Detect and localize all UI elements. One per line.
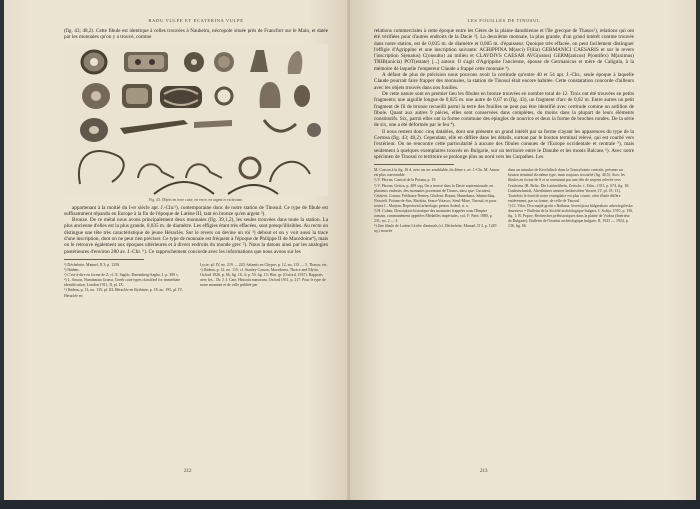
footnote: dans un tumulus de Kerchiltsch dans la Transylvanie centrale, présente un bouton terminal du même type, mais toujours recourbé (fig. 48,5). Avec les fibules en forme de S et se terminant par une tête de serpent relevée vers l'extérieur (R. Beltz, Die Latènefibeln, Zeitschr. f. Ethn., 1911, p. 674, fig. 10; Lindenschmidt, Alterthümer unserer heidnischen Vorzeit, IV, pl. 18, 13), Toutefois le fond de notre exemplaire est plus courte, cette fibule diffère entièrement, par sa forme, de celle de Tinosul. [508,168,630,203]
footnote: ¹) V. Pârvan, Castrul de la Poiana, p. 19. [374,178,437,183]
footnote: ⁵) Cf. Vilor, Dva majdi grobs s Balkana, Izvestija na bălgarskoto arheologičesko druzestvo = Bulletin de la Société archéologique bulgare, I, Sofija, 1910, p. 156, fig. 1; B. Popov, Recherches préhistoriques dans la plaine de Vrabsa (Intérieur de Bulgarie). Bulletin de l'Institut archéologique bulgare, II, 1923 — 1924, p. 136, fig. 66. [508,203,634,229]
right-footnotes-col-a [374,168,500,234]
footnote-rule [374,164,454,165]
footnote: ³) C'est-à-dire en forme de Z; cf. E. Saglio, Daremberg-Saglio, I, p. 309 s. [64,273,179,278]
right-running-header: LES FOUILLES DE TINOSUL [467,18,541,23]
right-page [350,0,696,500]
figure-43 [64,44,328,196]
footnote: ⁵) Ibidem, p. 13, no. 135; pl. III, Héraclée en Bythinie; p. 18, no. 195, pl. IV, Héraclée en [64,288,183,298]
footnote: ²) Ibidem. [64,268,80,273]
decorated-cylinder-object [160,86,202,108]
footnote-rule [64,259,144,260]
right-page-number: 213 [480,469,488,474]
decorated-bead-object [124,52,168,72]
footnote: ⁴) Une fibule de Latène I à tête d'animals (cf. Déchelette, Manuel, II 3, p. 1249 sq.) trouvée [374,224,497,234]
right-paragraph-3: De cette nature sont en premier lieu les fibules en bronze trouvées en nombre total de 12. Trois ont été trouvées en petits fragments; une aiguille longue de 0,025 m. une autre de 0,07 m (fig. 43), un fragment d'arc de 0,02 m. Entre autres un petit fragment de fil de bronze recueilli parmi la terre des fouilles ne peut pas être identifié avec certitude comme un ardillon de fibule. Quant aux autres 9 pièces, elles sont conservées dans complètes, du moins dans la plupart de leurs éléments constitutifs. Six, parmi elles ont la forme commune des épingles de nourrice et deux la forme de broches rondes. De la série de six, une a été déformée par le feu ⁴). [374,90,634,129]
whorl-large-object [80,118,108,142]
footnote: ³) H. Cohen, Description historique des monnaies frappées sous l'Empire romain, communément appelées Médailles impériales, vol. I², Paris 1880, p. 231, no. 2 — 3. [374,208,493,224]
spindle-whorl-object [184,52,204,72]
right-footnotes-col-b [508,168,634,234]
footnote: ²) V. Pârvan, Getica, p. 409 sqq. On a trouvé dans la Dacie septentrionale, en plusieurs endroits, des monnaies provenant de Thasos, ainsi que: Cucuteni, Cetățeni, Crasna, Feldioara-Nemeș, Glodeni, Boțani, Hunedoara, Sânmiclăuș, Noroieli, Poiana-de-Sus, Răcătău, Seaca-Voiasco, Sieul-Mare, Tinosul; et pour toutes L. Marțian, Repertoriul arheologic pentru Ardeal, n. o. [374,183,497,208]
left-paragraph-3: Bronze. De ce métal nous avons principalement deux monnaies (fig. 39,1,2), les seules trouvées dans toute la station. La plus ancienne d'elles est la plus grande, 0,035 m. de diamètre. Les effigies étant très effacées, sont presqu'illisibles. Au recto on distingue une tête très caractéristique de jeune Héraclès. Sur le revers on devine un roi ³) debout et on y voit aussi la trace d'une inscription, dont on ne peut rien préciser. Ce type de monnaie est fréquent à l'époque de Philippe II de Macédoine⁴), mais on le retrouve également aux époques ultérieures et à divers endroits du monde grec ⁵). Nous la datons ainsi par les analogies postérieures d'environ 280 av. J.-Chr. ⁶). Ce rapprochement concorde avec les informations que nous avons sur les [64,217,328,255]
right-paragraph-1: relations commerciales à cette époque entre les Gètes de la plaine danubienne et l'île grecque de Thasos¹), relations qui ont été vérifiées pour d'autres endroits de la Dacie ²). La deuxième monnaie, la plus grande, d'un grand intérêt comme trouvée dans notre station, est de 0,035 m. de diamètre et 0,005 m. d'épaisseur. Quoique très effacée, on peut facilement distinguer l'effigie d'Agrippine et une inscription suivante: AGRIPPINA M(arci) F(ilia) GERMANICI CAESARIS et sur le revers l'inscription S(enatus) C(onsulto) au milieu et CLAVDIVS CAESAR AVG(ustus) GERM(anicus) P(ontifex) M(aximus) TRIB(unicia) POT(estate) [...] autour. Il s'agit d'Agrippine l'ancienne, épouse de Germanicus et mère de Caligula, à la mémoire de laquelle l'empereur Claude a frappé cette monnaie ³). [374,28,634,72]
left-paragraph-2: appartenant à la moitié du I-er siècle apr. J.-Chr.¹), contemporaine donc de notre station de Tinosul. Ce type de fibule est suffisamment répandu en Europe à la fin de l'époque de Latène III, tant en bronze qu'en argent ²). [64,204,328,217]
left-running-header: RADU VULPE ET ECATERINA VULPE [148,18,244,23]
right-paragraph-4: Il nous restent donc cinq datables, dont une présente un grand intérêt par sa forme n'ayant les apparences du type de la Certosa (fig. 43; 48,2). Cependant, elle en diffère dans les détails, surtout par le bouton terminal relevé, qui est courbé vers l'extérieur. On ne rencontre cette particularité à aucune des fibules connues de l'Europe occidentale et centrale ⁵), mais seulement à quelques exemplaires trouvés en Bulgarie, sur un territoire entre le Danube et les monts Balcans ⁶). Avec notre spécimen de Tinosul ce territoire se prolonge plus au nord vers les Carpathes. Les [374,128,634,160]
left-footnotes [64,263,328,299]
bead-ring-object [82,51,106,73]
large-bead-object [82,83,110,109]
left-paragraph-1: (fig. 43; 48,2). Cette fibule est identique à celles trouvées à Nauheim, nécropole située près de Francfort sur le Main, et datée par les monnaies qu'on y a trouvé, comme [64,28,328,41]
footnote: ⁶) Ibidem, p. 12, no. 115; cf. Stanley Casson, Macedonia, Thrace and Illyria, Oxford 1926, p. 66, fig. 16, 4; p. 59, fig. 15; Hist. gr. (Oxford, 1937). Rapports avec les... Dr. J. J. Cate, Historia numorum, Oxford 1911, p. 217. Pour le type de notre monnaie et de celle publiée par [200,268,326,288]
figure-43-plate [64,44,328,196]
right-footnotes [374,168,634,234]
coin-object [214,52,234,72]
glass-bead-object [122,84,152,108]
footnote: Lycie; pl. IV, no. 219 — 220, Salamis en Chypre; p. 12, no. 133 — 5, Thasos; etc. [200,262,328,267]
left-footnotes-col-a [64,263,192,299]
left-page-number: 212 [184,469,192,474]
figure-43-caption: Fig. 43. Objets en terre cuite, en verre, en argent et en bronze. [149,197,243,202]
footnote: ¹) Déchelette, Manuel, II 3, p. 1256. [64,262,120,267]
left-page [4,0,350,500]
footnote: M. Casson à la fig. 16 d, avec un arc semblable, du 4ème s. av. J.-Chr. M. Anson est plus convenable. [374,168,500,178]
right-paragraph-2: A défaut de plus de précision nous pouvons avoir la certitude qu'entre 40 et 54 apr. J.-Chr., seule époque à laquelle Claude pourrait faire frapper des monnaies, la station de Tinosul était encore habitée. Cette constatation concorde d'ailleurs avec les objets trouvés dans nos fouilles. [374,72,634,91]
book-bottom-edge [0,500,700,509]
bead-bottom-object [307,123,321,137]
left-footnotes-col-b [200,263,328,299]
footnote: ⁴) L. Anson, Numismata Græca, Greek coin-types classified for immediate identification, London 1911, II, pl. IX. [64,278,181,288]
pendant-object [294,85,310,107]
book-spread [4,0,696,500]
